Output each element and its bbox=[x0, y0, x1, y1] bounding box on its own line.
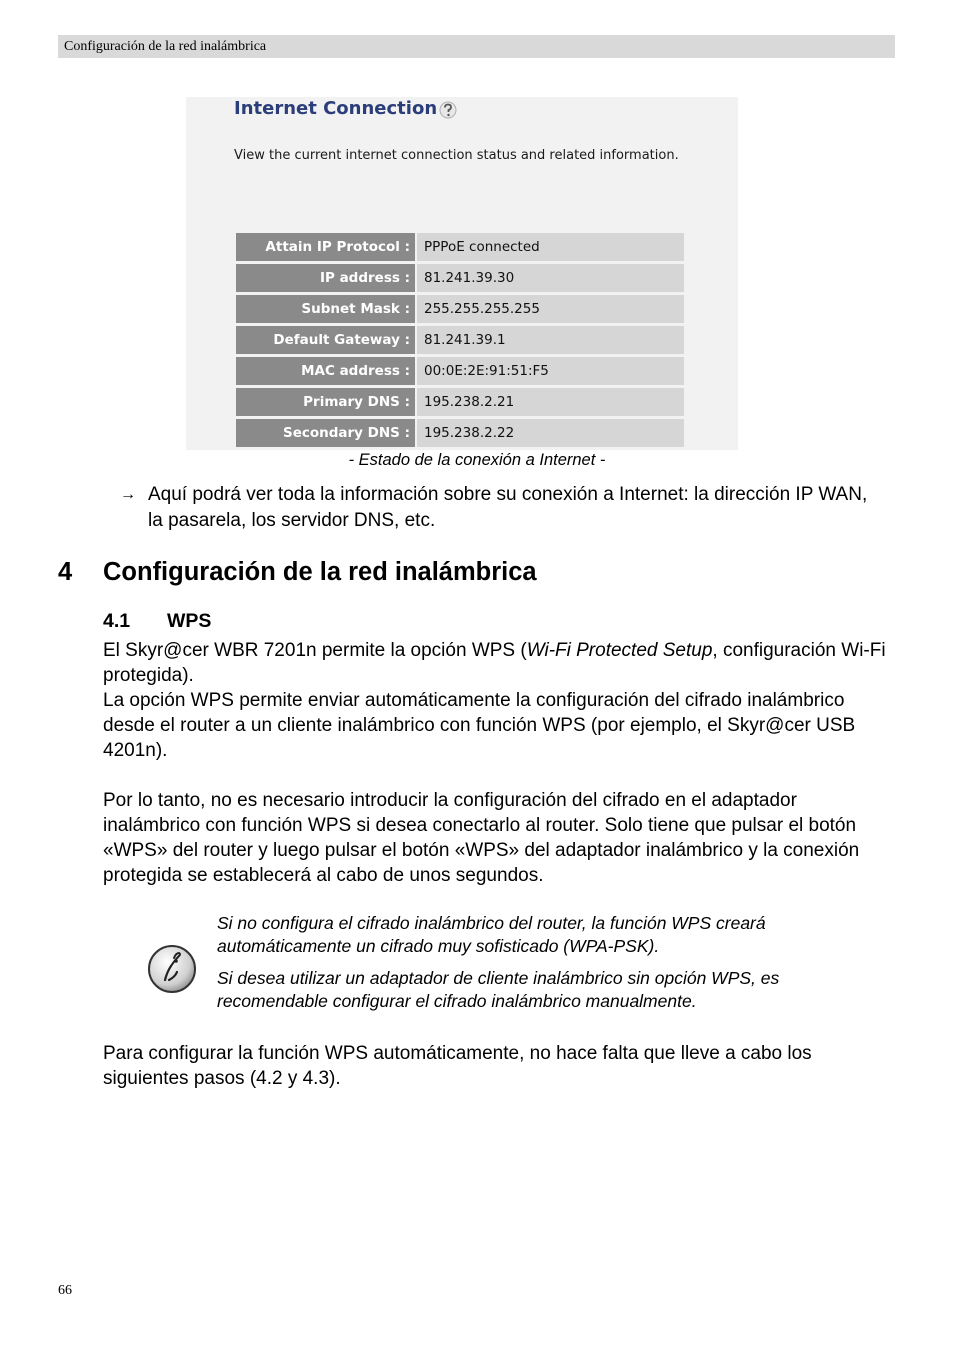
row-label: Primary DNS : bbox=[236, 388, 415, 416]
table-row bbox=[236, 419, 684, 447]
row-value: 00:0E:2E:91:51:F5 bbox=[415, 357, 684, 385]
row-value: 81.241.39.30 bbox=[415, 264, 684, 292]
table-row bbox=[236, 388, 684, 416]
table-row bbox=[236, 295, 684, 323]
row-value: 255.255.255.255 bbox=[415, 295, 684, 323]
section-number: 4 bbox=[58, 558, 73, 586]
row-value: 81.241.39.1 bbox=[415, 326, 684, 354]
table-row bbox=[236, 357, 684, 385]
row-label: MAC address : bbox=[236, 357, 415, 385]
running-header: Configuración de la red inalámbrica bbox=[58, 35, 895, 58]
paragraph-4: Para configurar la función WPS automáticamente, no hace falta que lleve a cabo los siguientes pasos (4.2 y 4.3). bbox=[103, 1043, 812, 1089]
table-row bbox=[236, 326, 684, 354]
row-value: 195.238.2.22 bbox=[415, 419, 684, 447]
arrow-icon: → bbox=[120, 486, 136, 503]
note-text-1: Si no configura el cifrado inalámbrico del router, la función WPS creará automáticamente un cifrado muy sofisticado (WPA-PSK). bbox=[217, 913, 766, 956]
info-icon bbox=[147, 944, 197, 994]
paragraph-1-italic: Wi-Fi Protected Setup bbox=[526, 640, 713, 661]
paragraph-1 bbox=[103, 638, 898, 688]
row-value: PPPoE connected bbox=[415, 233, 684, 261]
paragraph-1-text: El Skyr@cer WBR 7201n permite la opción WPS ( bbox=[103, 640, 527, 661]
table-row bbox=[236, 233, 684, 261]
internet-connection-screenshot bbox=[186, 97, 738, 450]
bullet-text: Aquí podrá ver toda la información sobre su conexión a Internet: la dirección IP WAN, la pasarela, los servidor DNS, etc. bbox=[148, 484, 868, 531]
table-row bbox=[236, 264, 684, 292]
bullet-item bbox=[120, 482, 880, 533]
section-heading bbox=[58, 555, 537, 589]
row-label: Subnet Mask : bbox=[236, 295, 415, 323]
subsection-number: 4.1 bbox=[103, 610, 131, 632]
section-title: Configuración de la red inalámbrica bbox=[103, 558, 537, 586]
row-label: Default Gateway : bbox=[236, 326, 415, 354]
paragraph-3: Por lo tanto, no es necesario introducir la configuración del cifrado en el adaptador inalámbrico con función WPS si desea conectarlo al router. Solo tiene que pulsar el botón «WPS» del router y luego pulsar el botón «WPS» del adaptador inalámbrico y la conexión protegida se establecerá al cabo de unos segundos. bbox=[103, 790, 860, 886]
paragraph-1-text-end: , configuración Wi-Fi protegida). bbox=[103, 640, 886, 686]
screenshot-description: View the current internet connection status and related information. bbox=[234, 148, 679, 163]
connection-info-table bbox=[236, 230, 684, 450]
row-label: IP address : bbox=[236, 264, 415, 292]
page-number: 66 bbox=[58, 1283, 72, 1298]
subsection-heading bbox=[103, 608, 211, 634]
paragraph-2: La opción WPS permite enviar automáticamente la configuración del cifrado inalámbrico desde el router a un cliente inalámbrico con función WPS (por ejemplo, el Skyr@cer USB 4201n). bbox=[103, 690, 856, 761]
row-label: Attain IP Protocol : bbox=[236, 233, 415, 261]
screenshot-title: Internet Connection bbox=[234, 98, 438, 119]
figure-caption: - Estado de la conexión a Internet - bbox=[348, 451, 606, 469]
help-icon bbox=[438, 100, 458, 120]
row-label: Secondary DNS : bbox=[236, 419, 415, 447]
row-value: 195.238.2.21 bbox=[415, 388, 684, 416]
subsection-title: WPS bbox=[167, 610, 212, 632]
note-text-2: Si desea utilizar un adaptador de cliente inalámbrico sin opción WPS, es recomendable configurar el cifrado inalámbrico manualmente. bbox=[217, 968, 780, 1011]
